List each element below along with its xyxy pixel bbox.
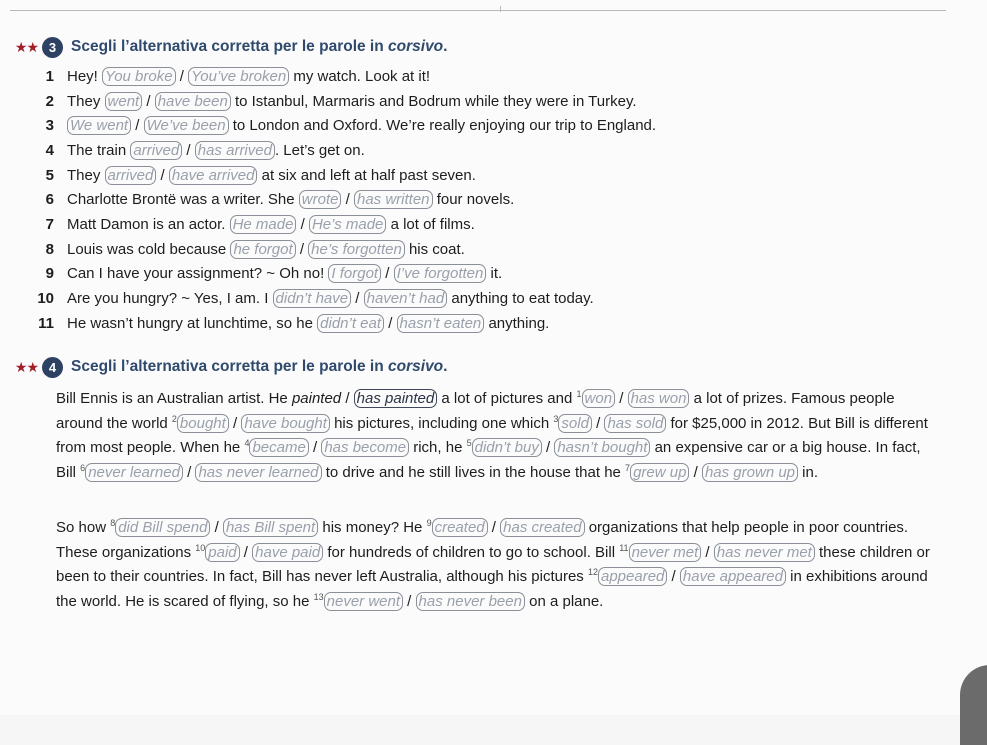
gap-number: 6 xyxy=(80,463,86,474)
answer-option[interactable]: created xyxy=(432,518,488,537)
answer-option[interactable]: We went xyxy=(67,116,131,135)
gap-number: 13 xyxy=(313,592,324,603)
gap-number: 2 xyxy=(171,413,177,424)
answer-option-selected[interactable]: has painted xyxy=(354,389,438,408)
question-text xyxy=(67,67,430,86)
text-segment: Louis was cold because xyxy=(67,240,231,258)
answer-option[interactable]: went xyxy=(105,92,143,111)
text-segment: / xyxy=(296,215,309,233)
text-segment: in exhibitions around the world. He is scared of flying, so he xyxy=(56,568,928,611)
text-segment: Can I have your assignment? ~ Oh no! xyxy=(67,265,329,283)
text-segment: my watch. Look at it! xyxy=(289,67,431,85)
question-number: 9 xyxy=(45,265,54,283)
exercise-4-paragraph-2 xyxy=(56,516,941,615)
question-row xyxy=(0,89,960,114)
text-segment: a lot of pictures and xyxy=(437,390,577,407)
question-number: 6 xyxy=(45,191,54,209)
text-segment: / xyxy=(156,166,169,184)
text-segment: / xyxy=(381,265,394,283)
text-segment: his money? He xyxy=(318,519,427,536)
answer-option[interactable]: became xyxy=(249,438,308,457)
answer-option[interactable]: has never met xyxy=(714,543,815,562)
text-segment: . Let’s get on. xyxy=(274,141,365,159)
answer-option[interactable]: has become xyxy=(321,438,409,457)
text-segment: his pictures, including one which xyxy=(329,414,554,432)
answer-option[interactable]: arrived xyxy=(105,166,157,185)
exercise-number-badge: 4 xyxy=(42,357,63,378)
text-segment: to Istanbul, Marmaris and Bodrum while they were in Turkey. xyxy=(230,92,637,110)
question-number: 10 xyxy=(37,290,54,308)
question-row xyxy=(0,311,960,336)
answer-option[interactable]: did Bill spend xyxy=(115,518,210,537)
text-segment: / xyxy=(295,240,309,258)
text-segment: Charlotte Brontë was a writer. She xyxy=(67,191,299,209)
question-text xyxy=(67,215,475,234)
text-segment: / xyxy=(403,593,416,611)
answer-option[interactable]: haven’t had xyxy=(364,289,448,308)
exercise-3-header xyxy=(0,35,447,59)
question-text xyxy=(67,116,656,135)
question-text xyxy=(67,240,465,259)
question-number: 8 xyxy=(45,240,54,258)
text-segment: rich, he xyxy=(409,439,467,457)
gap-number: 4 xyxy=(244,438,250,449)
question-row xyxy=(0,237,960,262)
answer-option[interactable]: never met xyxy=(629,543,702,562)
answer-option[interactable]: have bought xyxy=(241,414,330,433)
question-number: 4 xyxy=(45,141,54,159)
answer-option[interactable]: appeared xyxy=(598,567,667,586)
text-segment: / xyxy=(341,191,354,209)
difficulty-stars: ★★ xyxy=(14,38,38,55)
text-segment: organizations that help people in poor countries. These organizations xyxy=(56,519,909,561)
text-segment: / xyxy=(667,568,680,586)
exercise-4-paragraph-1 xyxy=(56,387,941,486)
text-segment: Are you hungry? ~ Yes, I am. I xyxy=(67,290,273,308)
text-segment: He wasn’t hungry at lunchtime, so he xyxy=(67,314,318,332)
question-text xyxy=(67,141,365,160)
text-segment: his coat. xyxy=(404,240,465,258)
text-segment: So how xyxy=(56,519,111,536)
exercise-3-items xyxy=(0,64,960,336)
exercise-instruction: Scegli l’alternativa corretta per le parole in corsivo. xyxy=(71,358,448,375)
overlay-shape xyxy=(960,665,987,745)
difficulty-stars: ★★ xyxy=(14,358,38,375)
text-segment: / xyxy=(689,464,702,482)
question-text xyxy=(67,289,594,308)
gap-number: 1 xyxy=(576,389,582,399)
text-segment: / xyxy=(210,519,223,536)
text-segment: for $25,000 in 2012. But Bill is different from most people. When he xyxy=(56,414,928,457)
answer-option[interactable]: arrived xyxy=(130,141,182,160)
text-segment: / xyxy=(701,543,714,561)
answer-option[interactable]: has never learned xyxy=(195,463,321,482)
question-number: 5 xyxy=(45,166,54,184)
answer-option[interactable]: I’ve forgotten xyxy=(394,264,487,283)
text-segment: on a plane. xyxy=(524,593,604,611)
text-segment: anything to eat today. xyxy=(447,290,594,308)
text-segment: / xyxy=(142,92,155,110)
text-segment: / xyxy=(182,141,195,159)
text-segment: / xyxy=(591,414,605,432)
answer-option[interactable]: wrote xyxy=(299,190,342,209)
text-segment: / xyxy=(131,117,144,135)
question-text xyxy=(67,264,502,283)
answer-option[interactable]: has created xyxy=(500,518,584,537)
text-segment: They xyxy=(67,92,105,110)
text-segment: / xyxy=(228,414,242,432)
answer-option[interactable]: We’ve been xyxy=(144,116,229,135)
answer-option[interactable]: have arrived xyxy=(169,166,258,185)
gap-number: 5 xyxy=(466,438,472,449)
answer-option[interactable]: He made xyxy=(230,215,297,234)
exercise-instruction: Scegli l’alternativa corretta per le parole in corsivo. xyxy=(71,38,448,55)
text-segment: / xyxy=(341,390,354,407)
question-number: 1 xyxy=(45,67,54,85)
text-segment: these children or been to their countries. In fact, Bill has never left Australia, although his pictures xyxy=(56,543,930,586)
answer-option[interactable]: sold xyxy=(558,414,592,433)
text-segment: Hey! xyxy=(67,67,103,85)
answer-option[interactable]: You’ve broken xyxy=(188,67,289,86)
text-segment: to drive and he still lives in the house that he xyxy=(321,464,626,482)
exercise-4-header xyxy=(0,355,447,379)
answer-option[interactable]: I forgot xyxy=(328,264,381,283)
answer-option[interactable]: He’s made xyxy=(309,215,386,234)
text-segment: / xyxy=(239,543,253,561)
answer-option[interactable]: never learned xyxy=(85,463,183,482)
gap-number: 8 xyxy=(110,518,116,528)
text-segment: an expensive car or a big house. In fact, Bill xyxy=(56,439,921,482)
text-segment: a lot of prizes. Famous people around the world xyxy=(56,390,895,432)
answer-option[interactable]: didn’t buy xyxy=(472,438,542,457)
answer-option[interactable]: You broke xyxy=(102,67,176,86)
answer-option[interactable]: paid xyxy=(205,543,239,562)
answer-option[interactable]: have appeared xyxy=(680,567,786,586)
answer-option[interactable]: have been xyxy=(155,92,231,111)
answer-option[interactable]: has sold xyxy=(604,414,666,433)
text-segment: in. xyxy=(798,464,819,482)
question-number: 3 xyxy=(45,117,54,135)
gap-number: 12 xyxy=(587,567,598,578)
text-segment: / xyxy=(487,519,501,536)
question-text xyxy=(67,314,549,333)
text-segment: / xyxy=(175,67,189,85)
gap-number: 9 xyxy=(426,518,432,528)
answer-option[interactable]: has written xyxy=(354,190,433,209)
top-rule-tick xyxy=(500,6,501,12)
answer-option[interactable]: he’s forgotten xyxy=(308,240,405,259)
answer-option[interactable]: has never been xyxy=(416,592,525,611)
text-segment: / xyxy=(615,390,628,407)
answer-option[interactable]: has Bill spent xyxy=(223,518,318,537)
text-segment: for hundreds of children to go to school. Bill xyxy=(323,543,620,561)
text-segment: They xyxy=(67,166,105,184)
text-segment: four novels. xyxy=(432,191,515,209)
question-row xyxy=(0,64,960,89)
gap-number: 3 xyxy=(553,413,559,424)
text-segment: it. xyxy=(486,265,503,283)
text-segment: / xyxy=(351,290,364,308)
gap-number: 7 xyxy=(625,463,631,474)
text-segment: The train xyxy=(67,141,131,159)
answer-option[interactable]: didn’t eat xyxy=(317,314,384,333)
gap-number: 10 xyxy=(195,542,206,553)
question-row xyxy=(0,286,960,311)
question-row xyxy=(0,138,960,163)
text-segment: / xyxy=(308,439,322,457)
question-row xyxy=(0,163,960,188)
exercise-number-badge: 3 xyxy=(42,37,63,58)
question-row xyxy=(0,113,960,138)
answer-option[interactable]: hasn’t bought xyxy=(554,438,650,457)
answer-option[interactable]: painted xyxy=(291,390,342,407)
top-rule xyxy=(10,10,946,11)
question-text xyxy=(67,190,514,209)
question-row xyxy=(0,262,960,287)
text-segment: anything. xyxy=(484,314,550,332)
gap-number: 11 xyxy=(619,542,629,553)
question-number: 11 xyxy=(38,314,54,332)
text-segment: at six and left at half past seven. xyxy=(257,166,476,184)
question-row xyxy=(0,212,960,237)
text-segment: / xyxy=(182,464,196,482)
question-row xyxy=(0,187,960,212)
text-segment: / xyxy=(384,314,397,332)
answer-option[interactable]: won xyxy=(582,389,616,408)
question-text xyxy=(67,92,637,111)
answer-option[interactable]: grew up xyxy=(630,463,689,482)
question-text xyxy=(67,166,476,185)
question-number: 2 xyxy=(45,92,54,110)
answer-option[interactable]: he forgot xyxy=(230,240,295,259)
text-segment: / xyxy=(541,439,555,457)
answer-option[interactable]: have paid xyxy=(252,543,323,562)
answer-option[interactable]: didn’t have xyxy=(273,289,352,308)
answer-option[interactable]: never went xyxy=(324,592,403,611)
text-segment: Matt Damon is an actor. xyxy=(67,215,230,233)
answer-option[interactable]: bought xyxy=(177,414,229,433)
answer-option[interactable]: hasn’t eaten xyxy=(397,314,485,333)
text-segment: to London and Oxford. We’re really enjoying our trip to England. xyxy=(228,117,657,135)
text-segment: Bill Ennis is an Australian artist. He xyxy=(56,390,292,407)
text-segment: a lot of films. xyxy=(386,215,475,233)
question-number: 7 xyxy=(45,215,54,233)
answer-option[interactable]: has won xyxy=(628,389,690,408)
answer-option[interactable]: has arrived xyxy=(195,141,275,160)
answer-option[interactable]: has grown up xyxy=(702,463,798,482)
